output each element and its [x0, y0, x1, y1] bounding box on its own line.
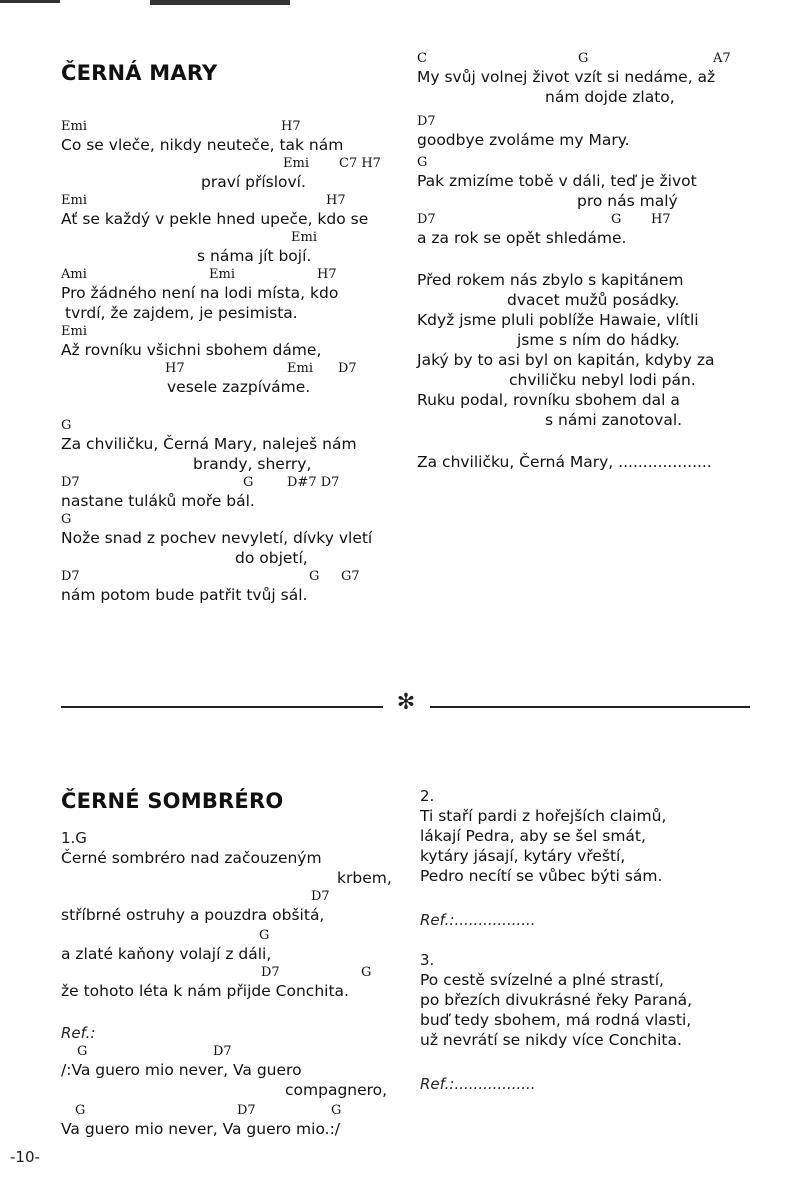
song2-right-column — [420, 786, 750, 1094]
lyric-line: pro nás malý — [577, 192, 678, 210]
chord: Emi — [283, 156, 309, 171]
chord-line — [61, 417, 401, 434]
lyric-line: krbem, — [337, 869, 392, 887]
chord-line — [61, 229, 401, 246]
chord-line — [61, 360, 401, 377]
lyric-line: kytáry jásají, kytáry vřeští, — [420, 847, 626, 865]
lyric-line: Když jsme pluli poblíže Hawaie, vlítli — [417, 311, 699, 329]
chord-line — [417, 154, 747, 171]
section-divider-right — [430, 706, 750, 708]
chord: D7 — [61, 569, 80, 584]
chord: H7 — [165, 361, 185, 376]
chord: D7 — [213, 1044, 232, 1059]
lyric-line: Pro žádného není na lodi místa, kdo — [61, 284, 339, 302]
lyric-line: Ruku podal, rovníku sbohem dal a — [417, 391, 680, 409]
song2-left-column — [61, 788, 401, 1139]
lyric-line: že tohoto léta k nám přijde Conchita. — [61, 982, 349, 1000]
chord: G — [417, 155, 428, 170]
chord-line — [61, 266, 401, 283]
chord: Emi — [287, 361, 313, 376]
lyric-line: Co se vleče, nikdy neuteče, tak nám — [61, 136, 344, 154]
chord: Emi — [61, 324, 87, 339]
lyric-line: nám dojde zlato, — [545, 88, 675, 106]
lyric-line: s náma jít bojí. — [197, 247, 312, 265]
chord: A7 — [713, 51, 731, 66]
verse-number: 1.G — [61, 829, 87, 847]
verse-number: 2. — [420, 787, 435, 805]
chord-line — [417, 50, 747, 67]
chord-line — [61, 118, 401, 135]
lyric-line: chviličku nebyl lodi pán. — [509, 371, 696, 389]
chord: Emi — [209, 267, 235, 282]
lyric-line: Nože snad z pochev nevyletí, dívky vletí — [61, 529, 373, 547]
lyric-line: Za chviličku, Černá Mary, ................... — [417, 453, 712, 471]
lyric-line: s námi zanotoval. — [545, 411, 683, 429]
chord: G — [611, 212, 622, 227]
lyric-line: buď tedy sbohem, má rodná vlasti, — [420, 1011, 692, 1029]
chord: G — [77, 1044, 88, 1059]
chord: G — [259, 928, 270, 943]
section-divider-left — [61, 706, 383, 708]
lyric-line: Po cestě svízelné a plné strastí, — [420, 971, 664, 989]
chord: G — [578, 51, 589, 66]
chord: H7 — [281, 119, 301, 134]
chord-line — [417, 211, 747, 228]
chord: G7 — [341, 569, 360, 584]
lyric-line: tvrdí, že zajdem, je pesimista. — [65, 304, 298, 322]
chord: D7 — [311, 889, 330, 904]
refrain-label: Ref.:................. — [420, 911, 536, 929]
lyric-line: Va guero mio never, Va guero mio.:/ — [61, 1120, 341, 1138]
lyric-line: Pedro necítí se vůbec býti sám. — [420, 867, 663, 885]
lyric-line: do objetí, — [235, 549, 308, 567]
chord-line — [61, 1043, 401, 1060]
chord: Emi — [291, 230, 317, 245]
chord-line — [61, 927, 401, 944]
lyric-line: Až rovníku všichni sbohem dáme, — [61, 341, 322, 359]
chord: G — [243, 475, 254, 490]
lyric-line: po březích divukrásné řeky Paraná, — [420, 991, 693, 1009]
chord: G — [61, 418, 72, 433]
chord: G — [61, 512, 72, 527]
lyric-line: Jaký by to asi byl on kapitán, kdyby za — [417, 351, 715, 369]
top-edge-fragment — [0, 0, 60, 11]
refrain-label: Ref.:................. — [420, 1075, 536, 1093]
lyric-line: a zlaté kaňony volají z dáli, — [61, 945, 272, 963]
lyric-line: nám potom bude patřit tvůj sál. — [61, 586, 308, 604]
lyric-line: compagnero, — [285, 1081, 388, 1099]
chord-line — [61, 568, 401, 585]
top-edge-fragment — [150, 0, 290, 13]
lyric-line: Pak zmizíme tobě v dáli, teď je život — [417, 172, 697, 190]
chord-line — [61, 323, 401, 340]
chord: C — [417, 51, 427, 66]
chord-line — [61, 511, 401, 528]
chord: D7 — [417, 212, 436, 227]
chord: C7 H7 — [339, 156, 381, 171]
lyric-line: My svůj volnej život vzít si nedáme, až — [417, 68, 716, 86]
lyric-line: už nevrátí se nikdy více Conchita. — [420, 1031, 682, 1049]
chord: H7 — [326, 193, 346, 208]
refrain-label: Ref.: — [61, 1024, 96, 1042]
song-title: ČERNÁ MARY — [61, 61, 218, 85]
lyric-line: a za rok se opět shledáme. — [417, 229, 627, 247]
chord-line — [61, 1102, 401, 1119]
lyric-line: /:Va guero mio never, Va guero — [61, 1061, 302, 1079]
chord-line — [61, 964, 401, 981]
verse-number: 3. — [420, 951, 435, 969]
lyric-line: goodbye zvoláme my Mary. — [417, 131, 630, 149]
song-title: ČERNÉ SOMBRÉRO — [61, 789, 284, 813]
lyric-line: dvacet mužů posádky. — [507, 291, 680, 309]
lyric-line: stříbrné ostruhy a pouzdra obšitá, — [61, 906, 325, 924]
lyric-line: Za chviličku, Černá Mary, naleješ nám — [61, 435, 357, 453]
chord: G — [331, 1103, 342, 1118]
chord: D7 — [338, 361, 357, 376]
chord-line — [61, 192, 401, 209]
chord: Emi — [61, 119, 87, 134]
lyric-line: Před rokem nás zbylo s kapitánem — [417, 271, 684, 289]
chord-line — [417, 113, 747, 130]
chord: H7 — [651, 212, 671, 227]
lyric-line: vesele zazpíváme. — [167, 378, 311, 396]
lyric-line: brandy, sherry, — [193, 455, 312, 473]
chord-line — [61, 888, 401, 905]
chord: H7 — [317, 267, 337, 282]
lyric-line: Ať se každý v pekle hned upeče, kdo se — [61, 210, 369, 228]
chord: D7 — [261, 965, 280, 980]
chord: D7 — [237, 1103, 256, 1118]
lyric-line: jsme s ním do hádky. — [517, 331, 680, 349]
chord-line — [61, 474, 401, 491]
chord: D7 — [417, 114, 436, 129]
chord: D#7 D7 — [287, 475, 340, 490]
song1-right-column — [417, 50, 747, 472]
chord: G — [361, 965, 372, 980]
lyric-line: praví přísloví. — [201, 173, 306, 191]
chord-line — [61, 155, 401, 172]
song1-left-column — [61, 60, 401, 605]
chord: G — [75, 1103, 86, 1118]
chord: Ami — [61, 267, 87, 282]
lyric-line: Černé sombréro nad začouzeným — [61, 849, 322, 867]
lyric-line: lákají Pedra, aby se šel smát, — [420, 827, 646, 845]
chord: D7 — [61, 475, 80, 490]
lyric-line: Ti staří pardi z hořejších claimů, — [420, 807, 667, 825]
chord: Emi — [61, 193, 87, 208]
chord: G — [309, 569, 320, 584]
asterisk-ornament-icon: ✻ — [396, 690, 416, 715]
lyric-line: nastane tuláků moře bál. — [61, 492, 255, 510]
page-number: -10- — [10, 1148, 40, 1166]
